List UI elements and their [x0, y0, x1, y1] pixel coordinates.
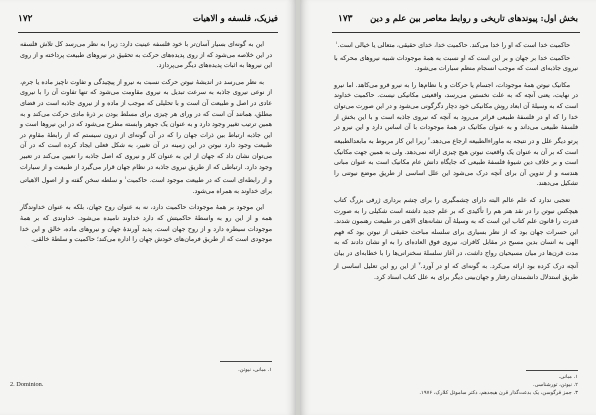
- left-page-number: ۱۷۲: [18, 14, 33, 24]
- right-footnote-3: ۳. جمز فرگوسن، یک بدعت‌گذار قرن هیجدهم، دکتر ساموئل کلارک، ۱۹۷۶.: [419, 390, 578, 396]
- left-footnote-1: ۱. مبانی، نیوتن.: [238, 367, 272, 373]
- left-header-rule: [18, 32, 278, 33]
- left-footnote-rule: [220, 361, 272, 362]
- left-running-title: فیزیک، فلسفه و الاهیات: [192, 14, 278, 24]
- right-paragraph-4: تعجبی ندارد که علم عالم البته دارای چشمگیری را برای چشم برداری ژرفی بزرگ کتاب هیچکس نیوتن را در نقد هنر هم را تأکیدی که بر علم جدید داشته است شکیلی را به صورت قدرت را قانون علم کتاب این است که به وسیلهٔ آن نشانه‌های الاهی در طبیعت رهنمون شدند. این حسرات جهان بود که از نظر بسیاری برای سلسله مباحث حقیقی از نیوتن بود که فهم الهی به انسان بدین مسیح در مقابل کافران، نیروی فوق العاده‌ای را به او نشان دادند که به مدت قرن‌ها در میان مسیحیان رواج داشت، در آغاز سلسلهٔ سخنرانی‌ها را با خطابه‌ای در بیان آنچه درک کرده بود ارائه می‌کرد. به گونه‌ای که او در آورد.$^۳$ از این رو این تعلیل اساسی از طریق استدلال دانشمندان رفتار و جهان‌بینی دیگر برای به علل کتاب اسناد کرد.: [334, 196, 578, 282]
- right-page-number: ۱۷۳: [338, 14, 353, 24]
- right-header-rule: [332, 32, 580, 33]
- right-paragraph-3: مکانیک نیوتن همهٔ موجودات، اجسام یا حرکات و یا نظام‌ها را به نیرو فرو می‌کاهد. اما نیرو در نهایت، یعنی آنچه که به علت نخستین می‌رسد، واقعیتی مکانیکی نیست. حاکمیت خداوند است که به وسیلهٔ آن ابعاد روش مکانیکی خود دچار دگرگونی می‌شود و در این صورت می‌توان خدا را که او در فلسفهٔ طبیعی فراتر می‌رود به آنچه که نیروی جاذبه است و با این بخش از فلسفهٔ طبیعی می‌داند و به عنوان مکانیک در همهٔ موجودات با آن اساس دارد و این نیرو در پرتو دیگر علل و در نتیجه به ماوراءالطبیعه ارجاع می‌دهد.$^۲$ زیرا این کار مربوط به مابعدالطبیعه است که بر آن به عنوان یک واقعیت نیوتن هیچ چیزی ارائه نمی‌دهد. ولی به همین جهت مکانیک است و بر خلاف دین شیوهٔ فلسفهٔ طبیعی که جایگاه دانش عام مکانیک است به عنوان مبانی هندسه و از تدوین آن برای آنچه درک می‌شود این علل اساسی از طریق موضع نیوتنی را تشکیل می‌دهند.: [334, 81, 578, 188]
- right-footnote-1: ۱. مبانی.: [558, 374, 578, 380]
- left-footnotes: [112, 366, 272, 374]
- right-page: [300, 0, 596, 415]
- right-paragraph-2: حاکمیت خدا بر جهان و بر این است که او نسبت به همهٔ موجودات شبیه نیروهای محرکه با نیروی جاذبه‌ای است که موجب انسجام منظم سیارات می‌شود.: [334, 54, 578, 73]
- right-footnote-2: ۲. نیوتن، تورشناسی.: [533, 382, 578, 388]
- right-page-body: [334, 38, 578, 286]
- left-page-header: [18, 14, 278, 30]
- right-footnote-rule: [526, 370, 578, 371]
- left-paragraph-1: این به گونه‌ای بسیار آسان‌تر با خود فلسفه عینیت دارد: زیرا به نظر می‌رسد کل تلاش فلسفه در این خلاصه می‌شود که از روی پدیده‌های حرکت به تحقیق در نیروهای طبیعت پرداخته و از روی این نیروها به اثبات پدیده‌های دیگر می‌پردازد.: [20, 41, 272, 70]
- right-paragraph-1: حاکمیت خدا است که او را خدا می‌کند. حاکمیت خدا، خدای حقیقی، متعالی یا خیالی است.$^۱$: [335, 40, 570, 50]
- right-running-title: بخش اول: پیوندهای تاریخی و روابط معاصر بین علم و دین: [370, 14, 578, 24]
- left-footnote-english: 2. Dominion.: [10, 381, 44, 388]
- left-paragraph-3: این موجود بر همهٔ موجودات حاکمیت دارد، نه به عنوان روح جهان، بلکه به عنوان خداوندگار همه و از این رو به واسطهٔ حاکمیتش که دارد خداوند نامیده می‌شود. خداوندی که بر همهٔ موجودات سیطره دارد و از روح جهان است. پدید آورندهٔ جهان و نیروهای ماده، خالق و این خدا موجودی است که از طریق فرمان‌های خودش جهان را اداره می‌کند؛ حاکمیت و سلطهٔ خالقی.: [20, 204, 272, 244]
- left-page: [0, 0, 296, 415]
- left-page-body: [20, 40, 272, 248]
- right-footnotes: [348, 373, 578, 397]
- right-page-header: [334, 14, 578, 30]
- left-paragraph-2: به نظر می‌رسد در اندیشهٔ نیوتن حرکت نسبت به نیرو از پیچیدگی و تفاوت ناچیز ماده یا جرم، از نوعی نیروی جاذبه به سرعت تبدیل به نیروی مقاومت می‌شود که تنها تفاوت آن را با نیروی عادی در اصل و طبیعت آن است و با تحلیلی که موجب از ماده و از نیروی جاذبه است در فضای مطلق، همانند آن است که در ورای هر چیزی برای مسلط بودن بر ذرهٔ مادی حرکت می‌کند و به همین ترتیب تغییر وجود دارد و به عنوان یک جوهر وابسته مطرح می‌شود که در این نیروها است و این جاذبه ارتباط بین ذرات جهان را که در آن گونه‌ای از درون سیستم که از رابطهٔ مقاوم در طبیعت وجود دارد نیوتن در این زمینه در آن تغییر، به شکل فعلی ایجاد کرده است که در آن می‌توان نشان داد که جهان از این به عنوان کار و نیروی که اصل جاذبه را تعیین می‌کند در تعبیر وجود دارد. ارتباطی که از طریق نیروی جاذبه در نظام جهان قرار می‌گیرد از طبیعت و از سیارات و از رابطه‌ای است که در طبیعت موجود است. حاکمیت$^۱$ و سلطه سخن گفته و از اصول الاهیاتی برای خداوند به همراه می‌شود.: [20, 78, 272, 195]
